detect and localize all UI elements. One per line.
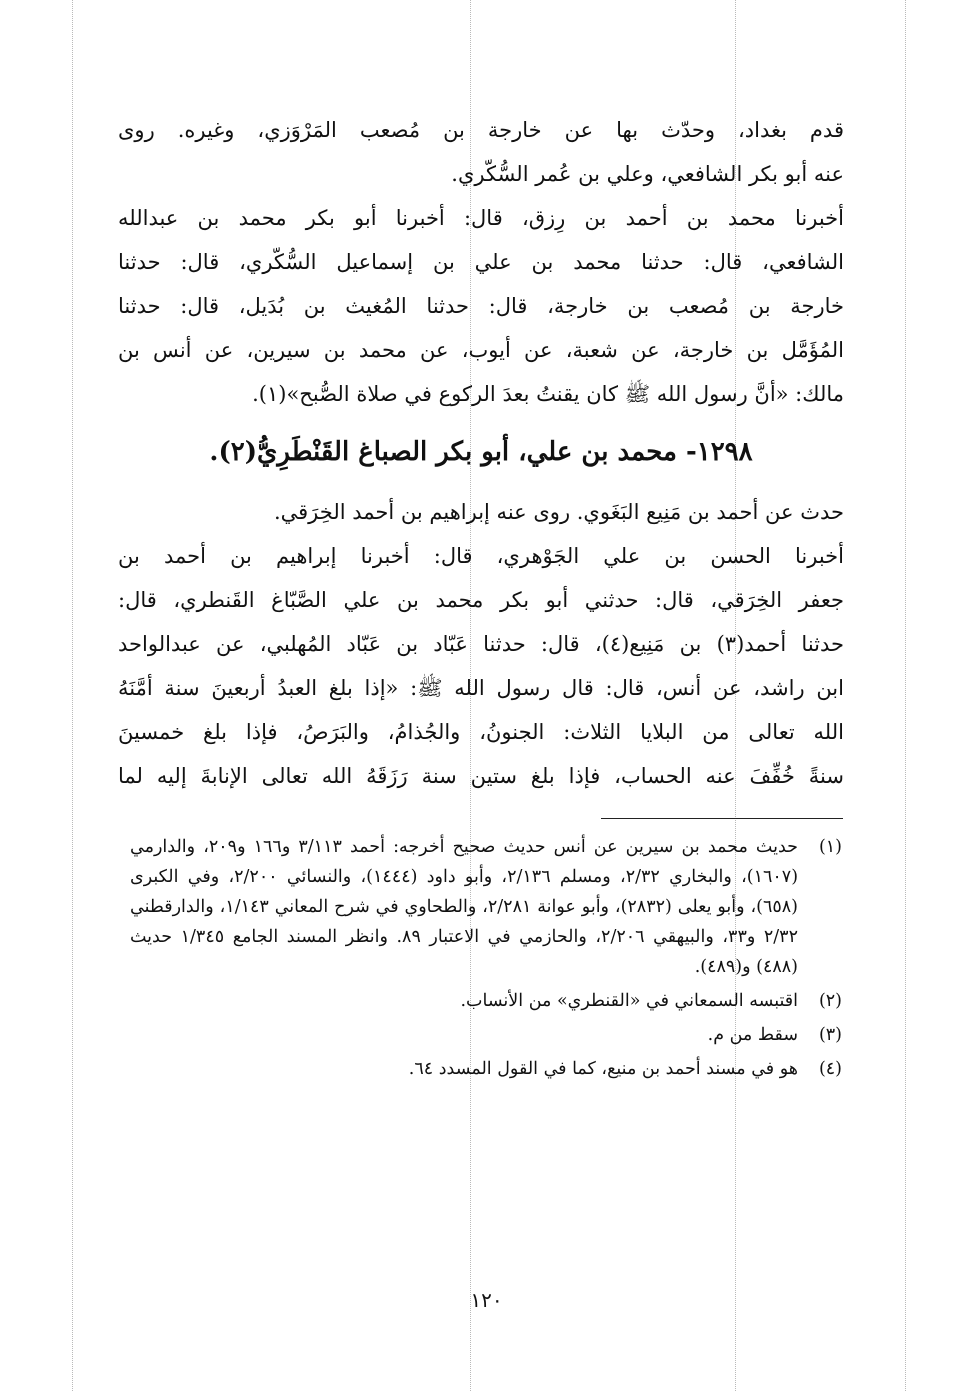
page-number: ١٢٠ xyxy=(470,1288,503,1312)
text-line: أخبرنا محمد بن أحمد بن رِزق، قال: أخبرنا أبو بكر محمد بن عبدالله xyxy=(118,206,844,230)
entry-heading: ١٢٩٨- محمد بن علي، أبو بكر الصباغ القَنْطَرِيُّ(٢). xyxy=(209,437,753,467)
paragraph-intro xyxy=(118,108,844,196)
text-line: المُؤَمَّل بن خارجة، عن شعبة، عن أيوب، عن محمد بن سيرين، عن أنس بن xyxy=(118,338,844,362)
paragraph-narrator xyxy=(118,490,844,534)
paragraph-isnad-2 xyxy=(118,534,844,798)
footnote-number: (٤) xyxy=(818,1059,842,1079)
text-line: قدم بغداد، وحدّث بها عن خارجة بن مُصعب المَرْوَزي، وغيره. روى xyxy=(118,118,844,142)
text-line: الله تعالى من البلايا الثلاث: الجنونُ، والجُذامُ، والبَرَصُ، فإذا بلغ خمسينَ xyxy=(118,720,844,744)
footnote-1 xyxy=(130,832,842,982)
text-line: عنه أبو بكر الشافعي، وعلي بن عُمر السُّكّري. xyxy=(451,162,844,186)
text-line: أخبرنا الحسن بن علي الجَوْهري، قال: أخبرنا إبراهيم بن أحمد بن xyxy=(118,544,844,568)
footnote-2 xyxy=(130,986,842,1016)
scan-artifact-line xyxy=(905,0,906,1391)
footnote-text: حديث محمد بن سيرين عن أنس حديث صحيح أخرجه: أحمد ٣/١١٣ و١٦٦ و٢٠٩، والدارمي (١٦٠٧)، والبخاري ٢/٣٢، ومسلم ٢/١٣٦، وأبو داود (١٤٤٤)، والنسائي ٢/٢٠٠، وفي الكبرى (٦٥٨)، وأبو يعلى (٢٨٣٢)، وأبو عوانة ٢/٢٨١، والطحاوي في شرح المعاني ١/١٤٣، والدارقطني ٢/٣٢ و٣٣، والبيهقي ٢/٢٠٦، والحازمي في الاعتبار ٨٩. وانظر المسند الجامع ١/٣٤٥ حديث (٤٨٨) و(٤٨٩). xyxy=(130,837,799,977)
text-line: جعفر الخِرَقي، قال: حدثني أبو بكر محمد بن علي الصَّبّاغ القَنطري، قال: xyxy=(118,588,844,612)
main-text xyxy=(118,108,844,798)
text-line: حدث عن أحمد بن مَنِيع البَغَوي. روى عنه إبراهيم بن أحمد الخِرَقي. xyxy=(273,500,844,524)
text-line: مالك: «أنَّ رسول الله ﷺ كان يقنتُ بعدَ الركوع في صلاة الصُّبح»(١). xyxy=(252,382,844,406)
text-line: الشافعي، قال: حدثنا محمد بن علي بن إسماعيل السُّكّري، قال: حدثنا xyxy=(118,250,844,274)
scan-artifact-line xyxy=(72,0,73,1391)
footnote-divider xyxy=(601,818,843,819)
text-line: حدثنا أحمد(٣) بن مَنِيع(٤)، قال: حدثنا عَبّاد بن عَبّاد المُهلبي، عن عبدالواحد xyxy=(118,632,845,656)
footnote-4 xyxy=(130,1054,842,1084)
text-line: خارجة بن مُصعب بن خارجة، قال: حدثنا المُغيث بن بُدَيل، قال: حدثنا xyxy=(118,294,844,318)
paragraph-isnad-1 xyxy=(118,196,844,416)
footnote-number: (٣) xyxy=(818,1025,842,1045)
footnote-number: (٢) xyxy=(818,991,842,1011)
footnotes xyxy=(130,832,842,1084)
footnote-3 xyxy=(130,1020,842,1050)
text-line: ابن راشد، عن أنس، قال: قال رسول الله ﷺ: «إذا بلغ العبدُ أربعينَ سنة أمَّنَهُ xyxy=(118,676,844,700)
text-line: سنةً خُفِّفَ عنه الحساب، فإذا بلغ ستين سنة رَزَقَهُ الله تعالى الإنابةَ إليه لما xyxy=(118,764,844,788)
footnote-number: (١) xyxy=(818,837,842,857)
footnote-text: سقط من م. xyxy=(707,1025,798,1045)
footnote-text: اقتبسه السمعاني في «القنطري» من الأنساب. xyxy=(460,991,798,1011)
footnote-text: هو في مسند أحمد بن منيع، كما في القول المسدد ٦٤. xyxy=(408,1059,798,1079)
